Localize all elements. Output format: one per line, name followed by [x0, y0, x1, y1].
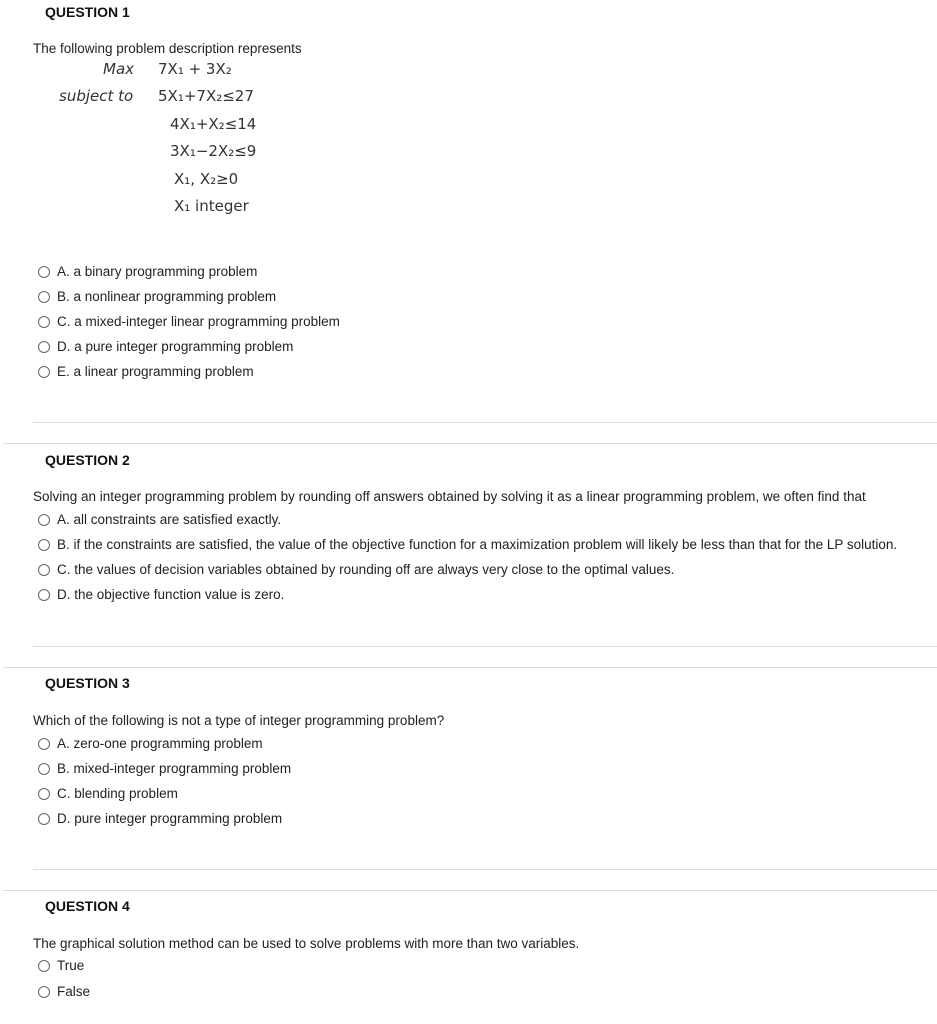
radio-button[interactable]: [38, 266, 50, 278]
question-2-title: QUESTION 2: [45, 452, 130, 468]
question-separator: [3, 890, 937, 891]
question-3-text: Which of the following is not a type of integer programming problem?: [33, 713, 445, 728]
radio-button[interactable]: [38, 291, 50, 303]
radio-button[interactable]: [38, 960, 50, 972]
constraint-2: 4X₁+X₂≤14: [170, 115, 257, 133]
constraint-3: 3X₁−2X₂≤9: [170, 142, 257, 160]
max-label: Max: [103, 60, 135, 78]
divider: [33, 422, 937, 423]
question-1-title: QUESTION 1: [45, 4, 130, 20]
question-separator: [3, 443, 937, 444]
divider: [33, 869, 937, 870]
radio-button[interactable]: [38, 589, 50, 601]
objective-function: 7X₁ + 3X₂: [158, 60, 232, 78]
radio-button[interactable]: [38, 514, 50, 526]
question-4-title: QUESTION 4: [45, 898, 130, 914]
radio-button[interactable]: [38, 366, 50, 378]
q1-option-e[interactable]: E. a linear programming problem: [38, 364, 254, 379]
question-4-text: The graphical solution method can be used to solve problems with more than two variables.: [33, 936, 580, 951]
q4-option-true[interactable]: True: [38, 958, 84, 973]
q1-option-a[interactable]: A. a binary programming problem: [38, 264, 257, 279]
nonnegativity-constraint: X₁, X₂≥0: [174, 170, 239, 188]
q1-option-d[interactable]: D. a pure integer programming problem: [38, 339, 293, 354]
question-3-title: QUESTION 3: [45, 675, 130, 691]
q3-option-d[interactable]: D. pure integer programming problem: [38, 811, 282, 826]
radio-button[interactable]: [38, 564, 50, 576]
radio-button[interactable]: [38, 738, 50, 750]
question-2-text: Solving an integer programming problem by rounding off answers obtained by solving it as a linear programming problem, we often find that: [33, 489, 866, 504]
divider: [33, 646, 937, 647]
radio-button[interactable]: [38, 763, 50, 775]
radio-button[interactable]: [38, 788, 50, 800]
radio-button[interactable]: [38, 986, 50, 998]
q3-option-b[interactable]: B. mixed-integer programming problem: [38, 761, 291, 776]
q4-option-false[interactable]: False: [38, 984, 90, 999]
q2-option-d[interactable]: D. the objective function value is zero.: [38, 587, 284, 602]
radio-button[interactable]: [38, 539, 50, 551]
q2-option-c[interactable]: C. the values of decision variables obtained by rounding off are always very close to the optimal values.: [38, 562, 674, 577]
radio-button[interactable]: [38, 316, 50, 328]
q2-option-a[interactable]: A. all constraints are satisfied exactly.: [38, 512, 281, 527]
constraint-1: 5X₁+7X₂≤27: [158, 87, 254, 105]
radio-button[interactable]: [38, 813, 50, 825]
integer-constraint: X₁ integer: [174, 197, 249, 215]
radio-button[interactable]: [38, 341, 50, 353]
q3-option-c[interactable]: C. blending problem: [38, 786, 178, 801]
q2-option-b[interactable]: B. if the constraints are satisfied, the value of the objective function for a maximization problem will likely be less than that for the LP solution.: [38, 537, 897, 552]
subject-to-label: subject to: [59, 87, 134, 105]
question-separator: [3, 667, 937, 668]
q1-option-b[interactable]: B. a nonlinear programming problem: [38, 289, 276, 304]
q1-option-c[interactable]: C. a mixed-integer linear programming problem: [38, 314, 340, 329]
question-1-text: The following problem description represents: [33, 41, 302, 56]
q3-option-a[interactable]: A. zero-one programming problem: [38, 736, 263, 751]
